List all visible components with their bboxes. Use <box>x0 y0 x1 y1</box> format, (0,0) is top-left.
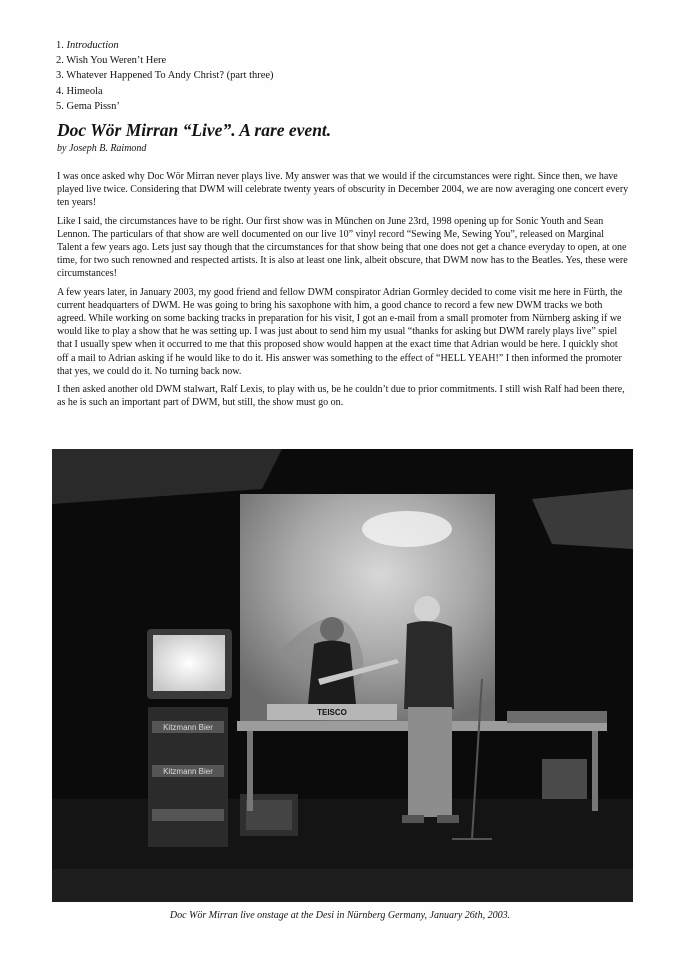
toc-item: 4. Himeola <box>56 85 103 97</box>
singer <box>402 596 459 823</box>
concert-photo-drawing <box>52 449 633 902</box>
crate-label: Kitzmann Bier <box>163 723 213 732</box>
concert-photo <box>52 449 633 902</box>
toc-item-1: 1. Introduction <box>56 40 119 51</box>
article-title: Doc Wör Mirran “Live”. A rare event. <box>57 120 332 140</box>
table-of-contents <box>56 38 274 114</box>
article-paragraph: I was once asked why Doc Wör Mirran never plays live. My answer was that we would if the circumstances were right. Since then, we have played live twice. Considering that DWM will celebrate twenty years of obscurity in December 2004, we are now averaging one concert every ten years! <box>57 171 629 209</box>
crate-label: Kitzmann Bier <box>163 767 213 776</box>
photo-caption: Doc Wör Mirran live onstage at the Desi in Nürnberg Germany, January 26th, 2003. <box>169 910 511 921</box>
keyboard-brand: TEISCO <box>317 708 347 717</box>
toc-item: 5. Gema Pissn’ <box>56 100 120 112</box>
article-paragraph: I then asked another old DWM stalwart, Ralf Lexis, to play with us, be he couldn’t due to prior commitments. I still wish Ralf had been there, as he is such an important part of DWM, but still, the show must go on. <box>57 384 625 409</box>
toc-item: 3. Whatever Happened To Andy Christ? (part three) <box>56 70 274 82</box>
toc-item <box>56 38 274 53</box>
article-paragraph: A few years later, in January 2003, my good friend and fellow DWM conspirator Adrian Gormley decided to come visit me here in Fürth, the current headquarters of DWM. He was going to bring his saxophone with him, a good chance to record a few new DWM tracks we both agreed. While working on some backing tracks in preparation for his visit, I got an e-mail from a small promoter from Nürnberg asking if we would like to play a show that he was setting up. I was just about to send him my usual “thanks for asking but DWM rarely plays live” spiel that I usually spew when it occurred to me that this proposed show would happen at the exact time that Adrian would be here. I quickly shot off a mail to Adrian asking if he would like to do it. His answer was something to the effect of “HELL YEAH!” I then informed the promoter that yes, we could do it. No turning back now. <box>57 286 623 377</box>
article-paragraph: Like I said, the circumstances have to be right. Our first show was in München on June 23rd, 1998 opening up for Sonic Youth and Sean Lennon. The particulars of that show are well documented on our live 10” vinyl record “Sewing Me, Sewing You”, released on Marginal Talent a few years ago. Lets just say though that the circumstances for that show being that one does not get a chance everyday to open, at one time, for two such renowned and respected artists. It is also at least one link, albeit obscure, that DWM now has to the Beatles. Yes, these were circumstances! <box>57 215 628 280</box>
article-byline: by Joseph B. Raimond <box>57 143 147 154</box>
toc-item: 2. Wish You Weren’t Here <box>56 55 167 67</box>
article-body <box>57 170 631 414</box>
